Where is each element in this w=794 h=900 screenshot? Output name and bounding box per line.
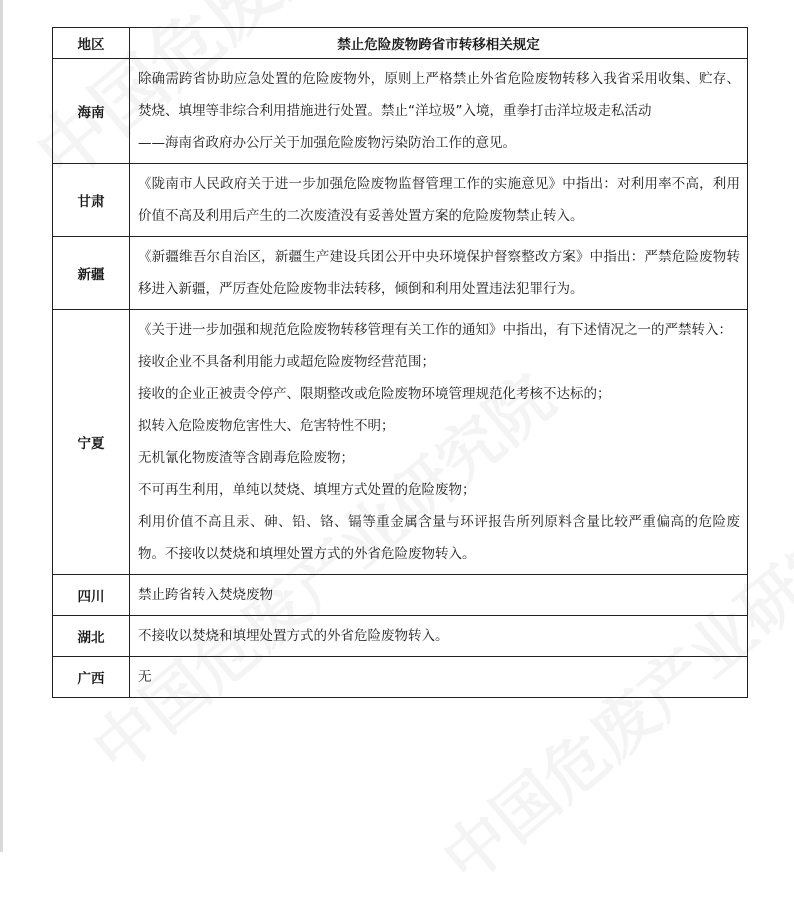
region-cell: 四川 <box>53 575 130 616</box>
rule-column-header: 禁止危险废物跨省市转移相关规定 <box>130 28 748 59</box>
rule-cell <box>130 237 748 310</box>
table-body <box>53 59 748 698</box>
region-cell: 甘肃 <box>53 164 130 237</box>
table-row <box>53 164 748 237</box>
rule-text-line: 接收的企业正被责令停产、限期整改或危险废物环境管理规范化考核不达标的； <box>138 386 611 402</box>
region-cell: 宁夏 <box>53 310 130 575</box>
rule-text-line: 利用价值不高且汞、砷、铅、铬、镉等重金属含量与环评报告所列原料含量比较严重偏高的危险废物。不接收以焚烧和填埋处置方式的外省危险废物转入。 <box>138 514 740 562</box>
rule-text-line: 《新疆维吾尔自治区，新疆生产建设兵团公开中央环境保护督察整改方案》中指出：严禁危险废物转移进入新疆，严厉查处危险废物非法转移，倾倒和利用处置违法犯罪行为。 <box>138 249 740 297</box>
rule-cell <box>130 657 748 698</box>
rule-text-line: 《陇南市人民政府关于进一步加强危险废物监督管理工作的实施意见》中指出：对利用率不高，利用价值不高及利用后产生的二次废渣没有妥善处置方案的危险废物禁止转入。 <box>138 176 740 224</box>
region-cell: 广西 <box>53 657 130 698</box>
table-row <box>53 616 748 657</box>
rule-text-line: 《关于进一步加强和规范危险废物转移管理有关工作的通知》中指出，有下述情况之一的严禁转入： <box>138 322 732 338</box>
rule-cell <box>130 310 748 575</box>
region-cell: 海南 <box>53 59 130 164</box>
table-row <box>53 237 748 310</box>
table-row <box>53 575 748 616</box>
rule-text-line: 不接收以焚烧和填埋处置方式的外省危险废物转入。 <box>138 628 449 644</box>
rule-text-line: 无 <box>138 669 152 685</box>
region-cell: 湖北 <box>53 616 130 657</box>
table-row <box>53 310 748 575</box>
page-left-edge <box>0 0 3 852</box>
rule-cell <box>130 164 748 237</box>
rule-text-line: 除确需跨省协助应急处置的危险废物外，原则上严格禁止外省危险废物转移入我省采用收集、贮存、焚烧、填埋等非综合利用措施进行处置。禁止“洋垃圾”入境，重拳打击洋垃圾走私活动 <box>138 71 740 119</box>
rule-text-line: ——海南省政府办公厅关于加强危险废物污染防治工作的意见。 <box>138 135 516 151</box>
rule-cell <box>130 575 748 616</box>
table-row <box>53 657 748 698</box>
rule-text-line: 接收企业不具备利用能力或超危险废物经营范围； <box>138 354 435 370</box>
rule-text-line: 拟转入危险废物危害性大、危害特性不明； <box>138 418 395 434</box>
rule-text-line: 禁止跨省转入焚烧废物 <box>138 587 273 603</box>
rule-text-line: 不可再生利用，单纯以焚烧、填埋方式处置的危险废物； <box>138 482 476 498</box>
rule-cell <box>130 616 748 657</box>
rule-cell <box>130 59 748 164</box>
region-cell: 新疆 <box>53 237 130 310</box>
regulation-table <box>52 27 748 698</box>
table-header-row <box>53 28 748 59</box>
region-column-header: 地区 <box>53 28 130 59</box>
table-row <box>53 59 748 164</box>
rule-text-line: 无机氰化物废渣等含剧毒危险废物； <box>138 450 354 466</box>
